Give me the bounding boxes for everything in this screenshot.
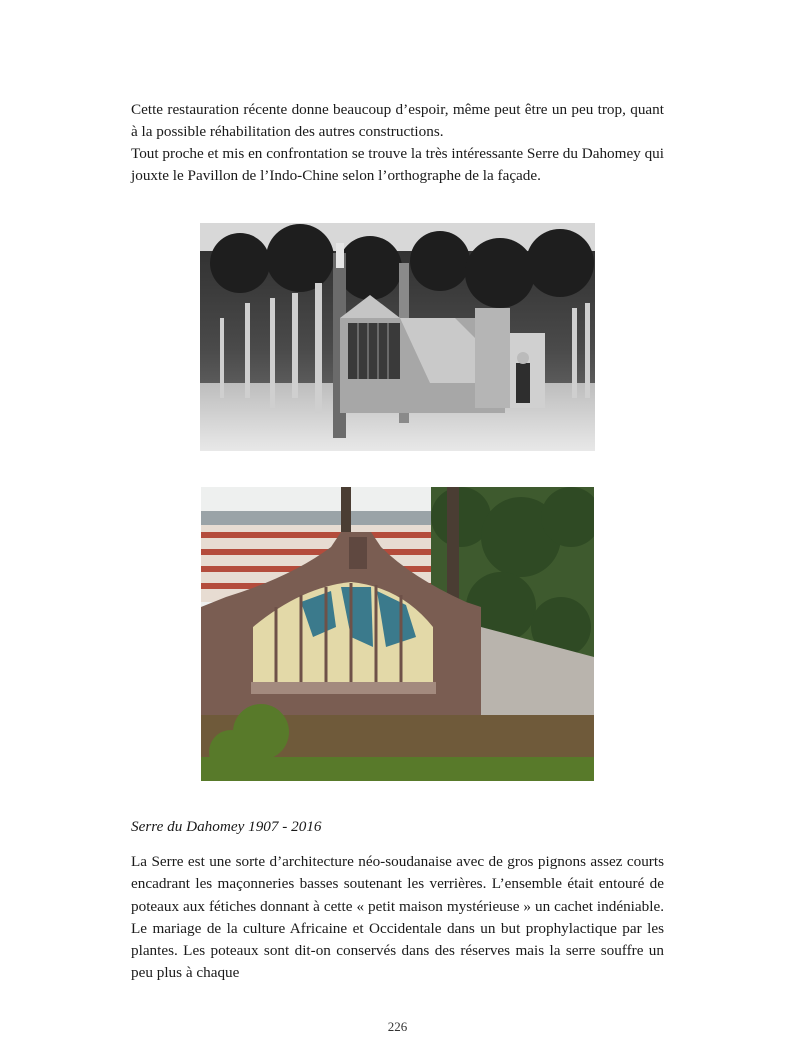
photo-caption: Serre du Dahomey 1907 - 2016: [131, 818, 322, 835]
paragraph-restauration: Cette restauration récente donne beaucoup d’espoir, même peut être un peu trop, quant à la possible réhabilitation des autres constructions.: [131, 101, 664, 141]
paragraph-serre-description: La Serre est une sorte d’architecture néo-soudanaise avec de gros pignons assez courts encadrant les maçonneries basses soutenant les verrières. L’ensemble était entouré de poteaux aux fétiches donnant à cette « petit maison mystérieuse » un cachet indéniable. Le mariage de la culture Africaine et Occidentale dans un but prophylactique par les plantes. Les poteaux sont dit-on conservés dans des réserves mais la serre souffre un peu plus à chaque: [131, 853, 664, 982]
modern-serre-photo: [201, 487, 594, 781]
historic-serre-photo: [200, 223, 595, 451]
page-number: 226: [387, 1019, 408, 1034]
paragraph-serre-intro: Tout proche et mis en confrontation se trouve la très intéressante Serre du Dahomey qui jouxte le Pavillon de l’Indo-Chine selon l’orthographe de la façade.: [131, 145, 664, 185]
